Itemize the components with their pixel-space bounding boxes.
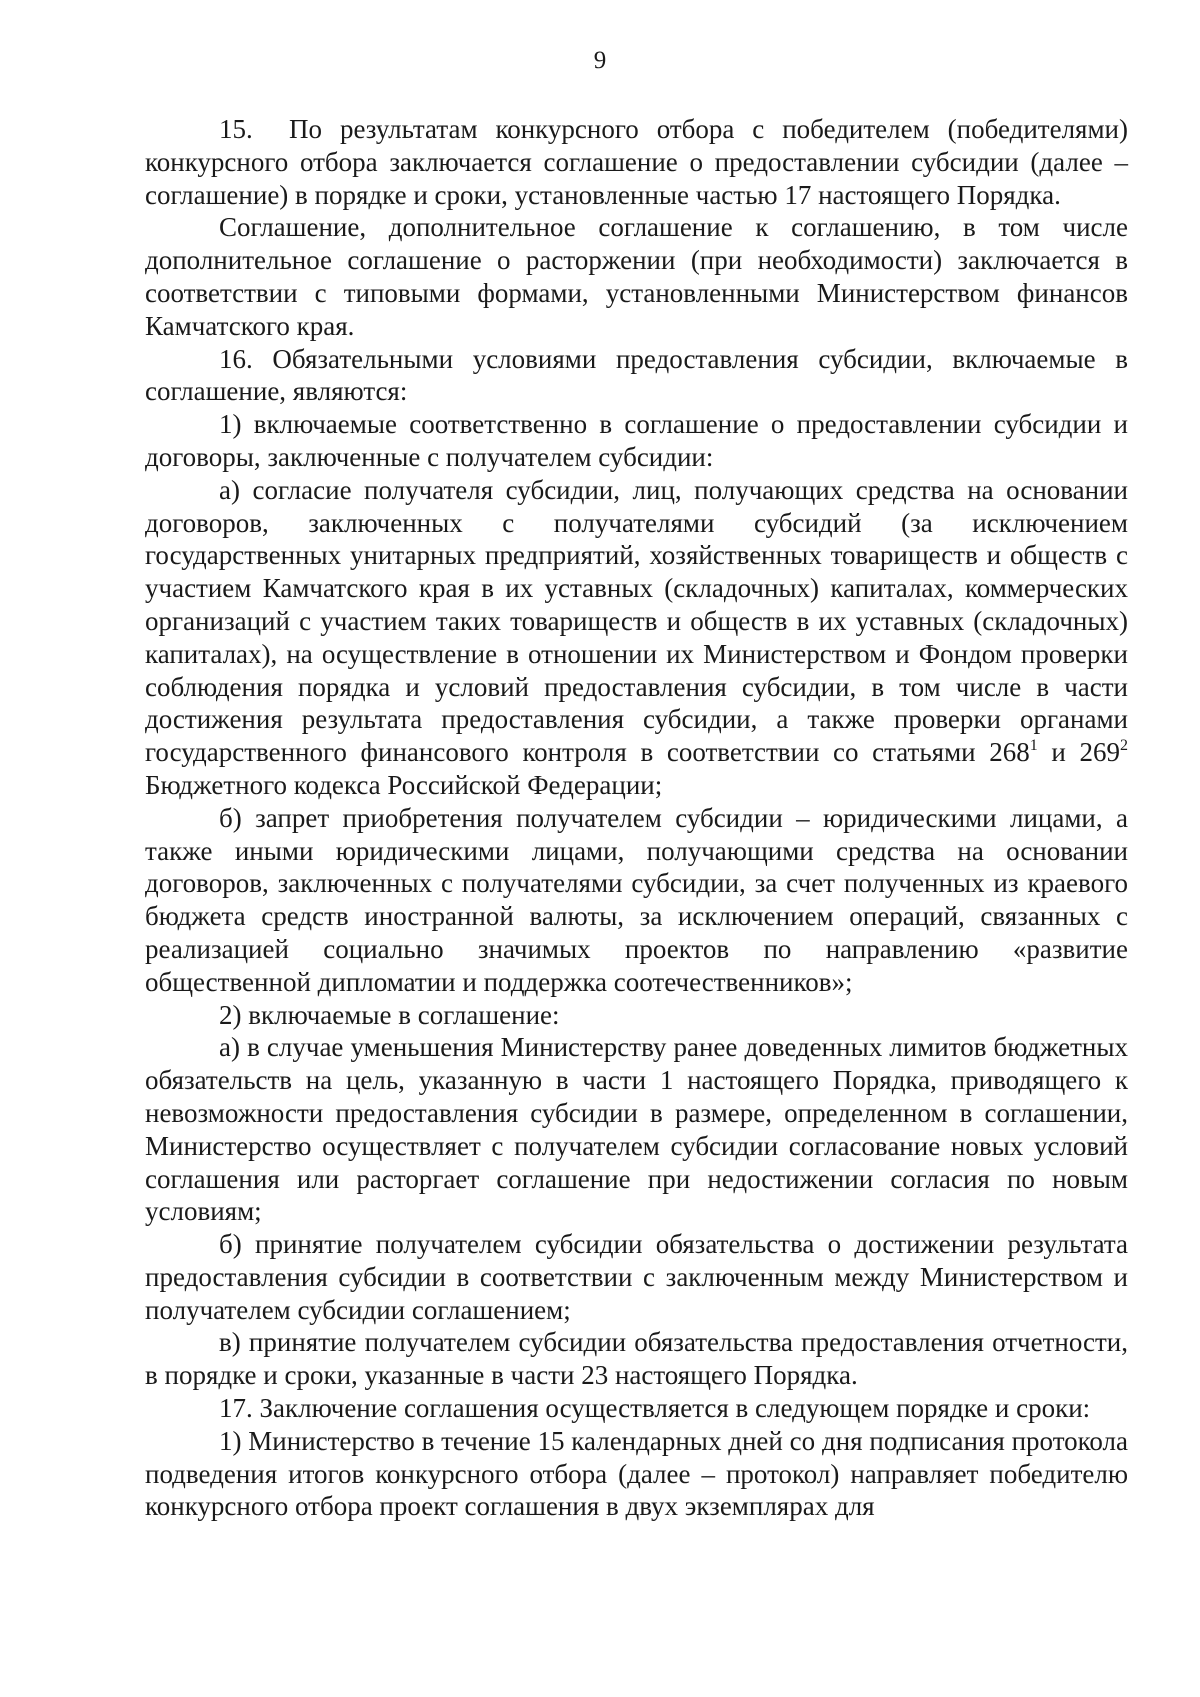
article-number: 269 xyxy=(1079,737,1120,768)
paragraph-text: Соглашение, дополнительное соглашение к соглашению, в том числе дополнительное соглашение о расторжении (при необходимости) заключается в соответствии с типовыми формами, установленными Министерством финансов Камчатского края. xyxy=(145,212,1128,341)
paragraph-16-1-a xyxy=(145,474,1128,802)
paragraph-15 xyxy=(145,113,1128,211)
paragraph-text: 2) включаемые в соглашение: xyxy=(219,999,560,1030)
paragraph-text: в) принятие получателем субсидии обязательства предоставления отчетности, в порядке и сроки, указанные в части 23 настоящего Порядка. xyxy=(145,1327,1128,1391)
paragraph-text: 1) включаемые соответственно в соглашение о предоставлении субсидии и договоры, заключенные с получателем субсидии: xyxy=(145,409,1128,472)
paragraph-text: По результатам конкурсного отбора с победителем (победителями) конкурсного отбора заключается соглашение о предоставлении субсидии (далее – соглашение) в порядке и сроки, установленные частью 17 настоящего Порядка. xyxy=(145,114,1128,210)
paragraph-text: Бюджетного кодекса Российской Федерации; xyxy=(145,769,663,800)
paragraph-16-2-v xyxy=(145,1326,1128,1392)
paragraph-number: 15. xyxy=(219,114,253,144)
article-number: 268 xyxy=(989,737,1030,768)
paragraph-text: б) запрет приобретения получателем субсидии – юридическими лицами, а также иными юридическими лицами, получающими средства на основании договоров, заключенных с получателями субсидии, за счет полученных из краевого бюджета средств иностранной валюты, за исключением операций, связанных с реализацией социально значимых проектов по направлению «развитие общественной дипломатии и поддержка соотечественников»; xyxy=(145,802,1128,997)
paragraph-17-1 xyxy=(145,1425,1128,1523)
conjunction: и xyxy=(1037,737,1080,768)
paragraph-text: 1) Министерство в течение 15 календарных дней со дня подписания протокола подведения итогов конкурсного отбора (далее – протокол) направляет победителю конкурсного отбора проект соглашения в двух экземплярах для xyxy=(145,1425,1128,1522)
paragraph-16-1 xyxy=(145,408,1128,474)
paragraph-text: 16. Обязательными условиями предоставления субсидии, включаемые в соглашение, являются: xyxy=(145,343,1128,407)
paragraph-16-2 xyxy=(145,999,1128,1032)
paragraph-16 xyxy=(145,343,1128,409)
paragraph-agreement-forms xyxy=(145,211,1128,342)
paragraph-text: а) в случае уменьшения Министерству ранее доведенных лимитов бюджетных обязательств на цель, указанную в части 1 настоящего Порядка, приводящего к невозможности предоставления субсидии в размере, определенном в соглашении, Министерство осуществляет с получателем субсидии согласование новых условий соглашения или расторгает соглашение при недостижении согласия по новым условиям; xyxy=(145,1032,1128,1227)
document-body xyxy=(145,113,1128,1523)
paragraph-text: а) согласие получателя субсидии, лиц, получающих средства на основании договоров, заключенных с получателями субсидий (за исключением государственных унитарных предприятий, хозяйственных товариществ и обществ с участием Камчатского края в их уставных (складочных) капиталах, коммерческих организаций с участием таких товариществ и обществ в их уставных (складочных) капиталах), на осуществление в отношении их Министерством и Фондом проверки соблюдения порядка и условий предоставления субсидии, в том числе в части достижения результата предоставления субсидии, а также проверки органами государственного финансового контроля в соответствии со статьями xyxy=(145,474,1128,768)
paragraph-text: 17. Заключение соглашения осуществляется в следующем порядке и сроки: xyxy=(219,1393,1091,1424)
article-superscript: 2 xyxy=(1120,736,1128,754)
paragraph-16-2-a xyxy=(145,1031,1128,1228)
paragraph-17 xyxy=(145,1392,1128,1425)
paragraph-text: б) принятие получателем субсидии обязательства о достижении результата предоставления субсидии в соответствии с заключенным между Министерством и получателем субсидии соглашением; xyxy=(145,1229,1128,1325)
page-number: 9 xyxy=(593,47,607,74)
paragraph-16-1-b xyxy=(145,802,1128,999)
paragraph-16-2-b xyxy=(145,1228,1128,1326)
article-superscript: 1 xyxy=(1029,736,1038,754)
